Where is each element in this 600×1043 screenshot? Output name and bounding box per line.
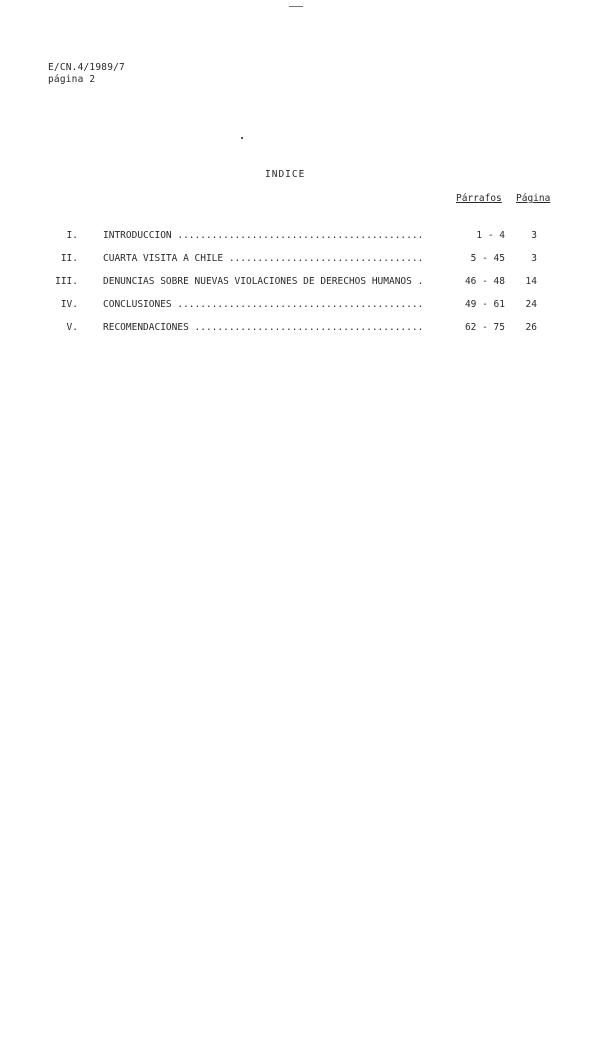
- toc-entry-title: INTRODUCCION ...........................................: [103, 230, 424, 241]
- document-symbol: E/CN.4/1989/7: [48, 62, 125, 73]
- page-top-mark: [289, 6, 303, 7]
- column-header-paragraphs: Párrafos: [456, 193, 502, 204]
- document-reference: [48, 62, 125, 86]
- toc-entry-title: DENUNCIAS SOBRE NUEVAS VIOLACIONES DE DERECHOS HUMANOS .: [103, 276, 424, 287]
- index-title: INDICE: [265, 169, 306, 180]
- toc-entry-page: 3: [531, 253, 537, 264]
- toc-entry-number: V.: [66, 322, 78, 333]
- toc-entry-page: 26: [525, 322, 537, 333]
- toc-entry-page: 24: [525, 299, 537, 310]
- toc-entry: [0, 322, 600, 336]
- toc-entry-number: II.: [60, 253, 78, 264]
- toc-entry-number: IV.: [60, 299, 78, 310]
- toc-entry: [0, 230, 600, 244]
- toc-entry-title: CUARTA VISITA A CHILE ..................................: [103, 253, 424, 264]
- toc-entry-paragraphs: 49 - 61: [464, 299, 505, 310]
- toc-entry-paragraphs: 1 - 4: [476, 230, 505, 241]
- toc-entry: [0, 276, 600, 290]
- toc-entry-number: I.: [66, 230, 78, 241]
- toc-entry: [0, 299, 600, 313]
- toc-entry-number: III.: [55, 276, 78, 287]
- column-header-page: Página: [516, 193, 600, 1043]
- toc-entry-paragraphs: 46 - 48: [464, 276, 505, 287]
- scan-speck: [241, 137, 243, 139]
- toc-entry-title: RECOMENDACIONES ........................................: [103, 322, 424, 333]
- toc-entry-page: 14: [525, 276, 537, 287]
- toc-entry: [0, 253, 600, 267]
- toc-entry-title: CONCLUSIONES ...........................................: [103, 299, 424, 310]
- toc-entry-page: 3: [531, 230, 537, 241]
- page-label: página 2: [48, 74, 96, 85]
- toc-entry-paragraphs: 5 - 45: [470, 253, 505, 264]
- toc-entry-paragraphs: 62 - 75: [464, 322, 505, 333]
